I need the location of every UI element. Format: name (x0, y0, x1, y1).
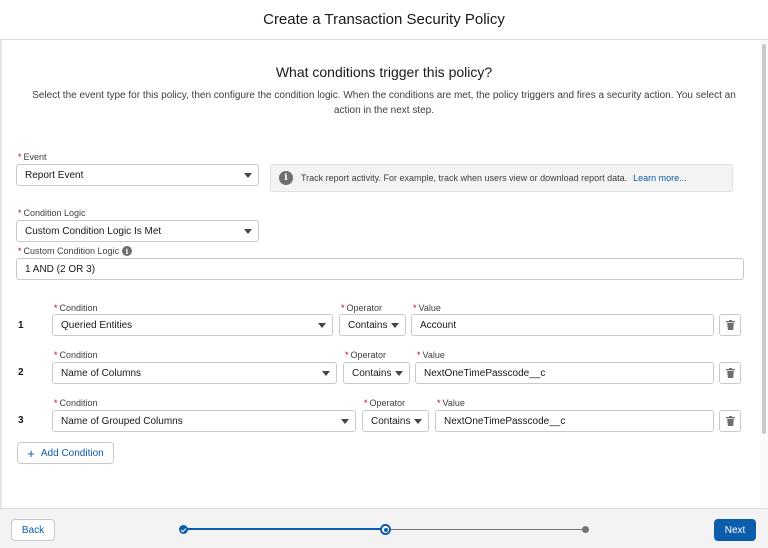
trash-icon (726, 320, 735, 330)
section-title: What conditions trigger this policy? (275, 64, 493, 80)
scrollbar-thumb[interactable] (762, 44, 766, 434)
add-condition-button[interactable] (17, 442, 114, 464)
delete-condition-button-2[interactable] (719, 362, 741, 384)
chevron-down-icon (244, 229, 252, 234)
condition-label: * Condition (54, 303, 98, 313)
chevron-down-icon (414, 419, 422, 424)
chevron-down-icon (395, 371, 403, 376)
event-label: * Event (18, 152, 47, 162)
progress-indicator (176, 521, 596, 537)
required-marker: * (18, 246, 22, 256)
value-label: * Value (413, 303, 441, 313)
checkmark-icon (181, 526, 187, 532)
delete-condition-button-3[interactable] (719, 410, 741, 432)
scrollbar[interactable] (760, 40, 768, 508)
condition-logic-select[interactable] (16, 220, 259, 242)
custom-logic-value: 1 AND (2 OR 3) (25, 263, 96, 275)
content-left-edge (0, 40, 2, 508)
operator-label: * Operator (364, 398, 406, 408)
trash-icon (726, 368, 735, 378)
back-button[interactable]: Back (11, 519, 55, 541)
condition-logic-value: Custom Condition Logic Is Met (25, 225, 162, 237)
condition-label: * Condition (54, 350, 98, 360)
progress-track-completed (183, 528, 385, 530)
operator-label: * Operator (341, 303, 383, 313)
custom-logic-input[interactable] (16, 258, 744, 280)
required-marker: * (18, 152, 22, 162)
value-input-2[interactable]: NextOneTimePasscode__c (415, 362, 714, 384)
modal-title: Create a Transaction Security Policy (263, 11, 505, 28)
custom-logic-label: * Custom Condition Logic (18, 246, 120, 256)
progress-step-1-complete[interactable] (179, 525, 188, 534)
condition-label: * Condition (54, 398, 98, 408)
plus-icon: + (27, 445, 35, 461)
condition-select-3[interactable]: Name of Grouped Columns (52, 410, 356, 432)
event-select[interactable] (16, 164, 259, 186)
event-info-text: Track report activity. For example, track when users view or download report data. (301, 173, 628, 183)
chevron-down-icon (341, 419, 349, 424)
chevron-down-icon (318, 323, 326, 328)
condition-row-number: 2 (18, 367, 24, 378)
info-icon: i (279, 171, 293, 185)
progress-step-2-current[interactable] (380, 524, 391, 535)
chevron-down-icon (322, 371, 330, 376)
condition-logic-label: * Condition Logic (18, 208, 86, 218)
event-select-value: Report Event (25, 169, 84, 181)
required-marker: * (18, 208, 22, 218)
chevron-down-icon (244, 173, 252, 178)
condition-select-2[interactable]: Name of Columns (52, 362, 337, 384)
trash-icon (726, 416, 735, 426)
condition-select-1[interactable]: Queried Entities (52, 314, 333, 336)
learn-more-link[interactable]: Learn more... (633, 173, 687, 183)
progress-step-3-incomplete (582, 526, 589, 533)
operator-select-1[interactable]: Contains (339, 314, 406, 336)
progress-track-remaining (385, 529, 587, 530)
section-description: Select the event type for this policy, then configure the condition logic. When the conditions are met, the policy triggers and fires a security action. You select an action in the next step. (32, 90, 736, 116)
operator-select-3[interactable]: Contains (362, 410, 429, 432)
modal-header (0, 0, 768, 40)
next-button[interactable]: Next (714, 519, 756, 541)
operator-label: * Operator (345, 350, 387, 360)
help-info-icon[interactable]: i (122, 246, 132, 256)
delete-condition-button-1[interactable] (719, 314, 741, 336)
value-input-3[interactable]: NextOneTimePasscode__c (435, 410, 714, 432)
event-info-box (270, 164, 733, 192)
value-label: * Value (417, 350, 445, 360)
modal-footer (0, 508, 768, 548)
add-condition-label: Add Condition (40, 447, 104, 459)
operator-select-2[interactable]: Contains (343, 362, 410, 384)
value-input-1[interactable]: Account (411, 314, 714, 336)
value-label: * Value (437, 398, 465, 408)
condition-row-number: 1 (18, 320, 24, 331)
chevron-down-icon (391, 323, 399, 328)
condition-row-number: 3 (18, 415, 24, 426)
